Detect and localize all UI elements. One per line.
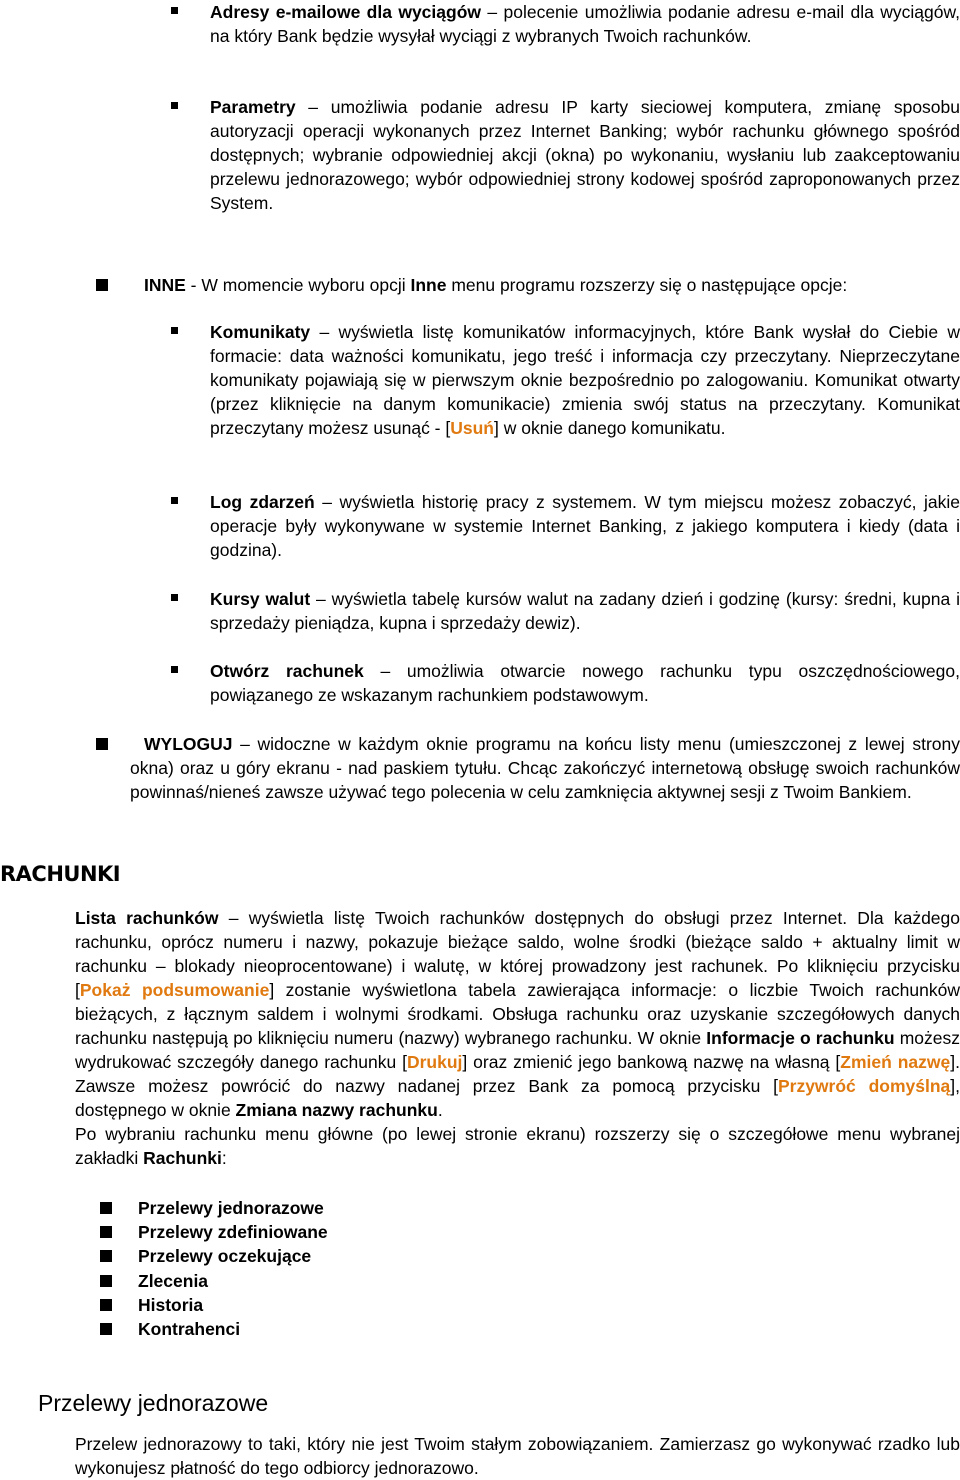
square-bullet-icon bbox=[171, 666, 178, 673]
square-bullet-icon bbox=[171, 327, 178, 334]
square-bullet-icon bbox=[100, 1299, 112, 1311]
przywroc-domyslna-button-label: Przywróć domyślną bbox=[777, 1076, 951, 1096]
square-bullet-icon bbox=[100, 1323, 112, 1335]
document-page: Adresy e-mailowe dla wyciągów – polecenie umożliwia podanie adresu e-mail dla wyciągów, na który Bank będzie wysyłał wyciągi z wybranych Twoich rachunków. Parametry – umożliwia podanie adresu IP karty sieciowej komputera, zmianę sposobu autoryzacji operacji wykonanych przez Internet Banking; wybór rachunku głównego spośród dostępnych; wybranie odpowiedniej akcji (okna) po wykonaniu, wysłaniu lub zaakceptowaniu przelewu jednorazowego; wybór odpowiedniej strony kodowej spośród zaproponowanych przez System. INNE - W momencie wyboru opcji Inne menu programu rozszerzy się o następujące opcje: Komunikaty – wyświetla listę komunikatów informacyjnych, które Bank wysłał do Ciebie w formacie: data ważności komunikatu, jego treść i informacja czy przeczytany. Nieprzeczytane komunikaty pojawiają się w pierwszym oknie bezpośrednio po zalogowaniu. Komunikat otwarty (przez kliknięcie na danym komunikacie) zmienia swój status na przeczytany. Komunikat przeczytany możesz usunąć - [Usuń] w oknie danego komunikatu. Log zdarzeń – wyświetla historię pracy z systemem. W tym miejscu możesz zobaczyć, jakie operacje były wykonywane w systemie Internet Banking, z jakiego komputera i kiedy (data i godzina). Kursy walut – wyświetla tabelę kursów walut na zadany dzień i godzinę (kursy: średni, kupna i sprzedaży pieniądza, kupna i sprzedaży dewiz). Otwórz rachunek – umożliwia otwarcie nowego rachunku typu oszczędnościowego, powiązanego ze wskazanym rachunkiem podstawowym. WYLOGUJ – widoczne w każdym oknie programu na końcu listy menu (umieszczonej z lewej strony okna) oraz u góry ekranu - nad paskiem tytułu. Chcąc zakończyć internetową obsługę swoich rachunków powinnaś/nieneś zawsze używać tego polecenia w celu zamknięcia aktywnej sesji z Twoim Bankiem. RACHUNKI Lista rachunków – wyświetla listę Twoich rachunków dostępnych do obsługi przez Internet. Dla każdego rachunku, oprócz numeru i nazwy, pokazuje bieżące saldo, wolne środki (bieżące saldo + aktualny limit w rachunku – blokady nieoprocentowane) i walutę, w której prowadzony jest rachunek. Po kliknięciu przycisku [Pokaż podsumowanie] zostanie wyświetlona tabela zawierająca informacje: o liczbie Twoich rachunków bieżących, z łącznym saldem i wolnymi środkami. Obsługa rachunku oraz uzyskanie szczegółowych danych rachunku następują po kliknięciu numeru (nazwy) wybranego rachunku. W oknie Informacje o rachunku możesz wydrukować szczegóły danego rachunku [Drukuj] oraz zmienić jego bankową nazwę na własną [Zmień nazwę]. Zawsze możesz powrócić do nazwy nadanej przez Bank za pomocą przycisku [Przywróć domyślną], dostępnego w oknie Zmiana nazwy rachunku. Po wybraniu rachunku menu główne (po lewej stronie ekranu) rozszerzy się o szczegółowe menu wybranej zakładki Rachunki: Przelewy jednorazowe Przelewy zdefiniowane Przelewy oczekujące Zlecenia Historia Kontrahenci Przelewy jednorazowe Przelew jednorazowy to taki, który nie jest Twoim stałym zobowiązaniem. Zamierzasz go wykonywać rzadko lub wykonujesz płatność do tego odbiorcy jednorazowo. bbox=[0, 2, 960, 1478]
item-inne: INNE - W momencie wyboru opcji Inne menu programu rozszerzy się o następujące opcje: bbox=[144, 275, 848, 295]
item-otworz-rachunek: Otwórz rachunek – umożliwia otwarcie nowego rachunku typu oszczędnościowego, powiązanego ze wskazanym rachunkiem podstawowym. bbox=[210, 661, 960, 705]
square-bullet-icon bbox=[100, 1202, 112, 1214]
item-wyloguj: WYLOGUJ – widoczne w każdym oknie programu na końcu listy menu (umieszczonej z lewej strony okna) oraz u góry ekranu - nad paskiem tytułu. Chcąc zakończyć internetową obsługę swoich rachunków powinnaś/nieneś zawsze używać tego polecenia w celu zamknięcia aktywnej sesji z Twoim Bankiem. bbox=[130, 734, 960, 802]
drukuj-button-label: Drukuj bbox=[406, 1052, 463, 1072]
square-bullet-icon bbox=[100, 1275, 112, 1287]
item-title: INNE bbox=[144, 275, 186, 295]
square-bullet-icon bbox=[171, 7, 178, 14]
square-bullet-icon bbox=[171, 102, 178, 109]
paragraph-lista-rachunkow: Lista rachunków – wyświetla listę Twoich rachunków dostępnych do obsługi przez Internet. Dla każdego rachunku, oprócz numeru i nazwy, pokazuje bieżące saldo, wolne środki (bieżące saldo + aktualny limit w rachunku – blokady nieoprocentowane) i walutę, w której prowadzony jest rachunek. Po kliknięciu przycisku [Pokaż podsumowanie] zostanie wyświetlona tabela zawierająca informacje: o liczbie Twoich rachunków bieżących, z łącznym saldem i wolnymi środkami. Obsługa rachunku oraz uzyskanie szczegółowych danych rachunku następują po kliknięciu numeru (nazwy) wybranego rachunku. W oknie Informacje o rachunku możesz wydrukować szczegóły danego rachunku [Drukuj] oraz zmienić jego bankową nazwę na własną [Zmień nazwę]. Zawsze możesz powrócić do nazwy nadanej przez Bank za pomocą przycisku [Przywróć domyślną], dostępnego w oknie Zmiana nazwy rachunku. Po wybraniu rachunku menu główne (po lewej stronie ekranu) rozszerzy się o szczegółowe menu wybranej zakładki Rachunki: bbox=[75, 908, 960, 1168]
item-title: Parametry bbox=[210, 97, 296, 117]
usun-button-label: Usuń bbox=[450, 418, 494, 438]
item-title: Komunikaty bbox=[210, 322, 311, 342]
item-title: Log zdarzeń bbox=[210, 492, 315, 512]
square-bullet-icon bbox=[171, 497, 178, 504]
item-title: WYLOGUJ bbox=[144, 734, 233, 754]
item-title: Kursy walut bbox=[210, 589, 311, 609]
square-bullet-icon bbox=[100, 1250, 112, 1262]
zmien-nazwe-button-label: Zmień nazwę bbox=[840, 1052, 951, 1072]
item-adresy-email: Adresy e-mailowe dla wyciągów – polecenie umożliwia podanie adresu e-mail dla wyciągów, na który Bank będzie wysyłał wyciągi z wybranych Twoich rachunków. bbox=[210, 2, 960, 46]
item-komunikaty: Komunikaty – wyświetla listę komunikatów informacyjnych, które Bank wysłał do Ciebie w formacie: data ważności komunikatu, jego treść i informacja czy przeczytany. Nieprzeczytane komunikaty pojawiają się w pierwszym oknie bezpośrednio po zalogowaniu. Komunikat otwarty (przez kliknięcie na danym komunikacie) zmienia swój status na przeczytany. Komunikat przeczytany możesz usunąć - [Usuń] w oknie danego komunikatu. bbox=[210, 322, 960, 438]
square-bullet-icon bbox=[171, 594, 178, 601]
square-bullet-icon bbox=[100, 1226, 112, 1238]
pokaz-podsumowanie-button-label: Pokaż podsumowanie bbox=[79, 980, 270, 1000]
item-log-zdarzen: Log zdarzeń – wyświetla historię pracy z systemem. W tym miejscu możesz zobaczyć, jakie operacje były wykonywane w systemie Internet Banking, z jakiego komputera i kiedy (data i godzina). bbox=[210, 492, 960, 560]
section-heading-przelewy-jednorazowe: Przelewy jednorazowe bbox=[38, 1390, 269, 1416]
square-bullet-icon bbox=[96, 279, 108, 291]
item-title: Adresy e-mailowe dla wyciągów bbox=[210, 2, 482, 22]
paragraph-przelew-jednorazowy: Przelew jednorazowy to taki, który nie jest Twoim stałym zobowiązaniem. Zamierzasz go wykonywać rzadko lub wykonujesz płatność do tego odbiorcy jednorazowo. bbox=[75, 1434, 960, 1478]
square-bullet-icon bbox=[96, 738, 108, 750]
item-parametry: Parametry – umożliwia podanie adresu IP karty sieciowej komputera, zmianę sposobu autoryzacji operacji wykonanych przez Internet Banking; wybór rachunku głównego spośród dostępnych; wybranie odpowiedniej akcji (okna) po wykonaniu, wysłaniu lub zaakceptowaniu przelewu jednorazowego; wybór odpowiedniej strony kodowej spośród zaproponowanych przez System. bbox=[210, 97, 960, 213]
section-title-rachunki: RACHUNKI bbox=[0, 862, 121, 886]
item-kursy-walut: Kursy walut – wyświetla tabelę kursów walut na zadany dzień i godzinę (kursy: średni, kupna i sprzedaży pieniądza, kupna i sprzedaży dewiz). bbox=[210, 589, 960, 633]
item-title: Otwórz rachunek bbox=[210, 661, 364, 681]
